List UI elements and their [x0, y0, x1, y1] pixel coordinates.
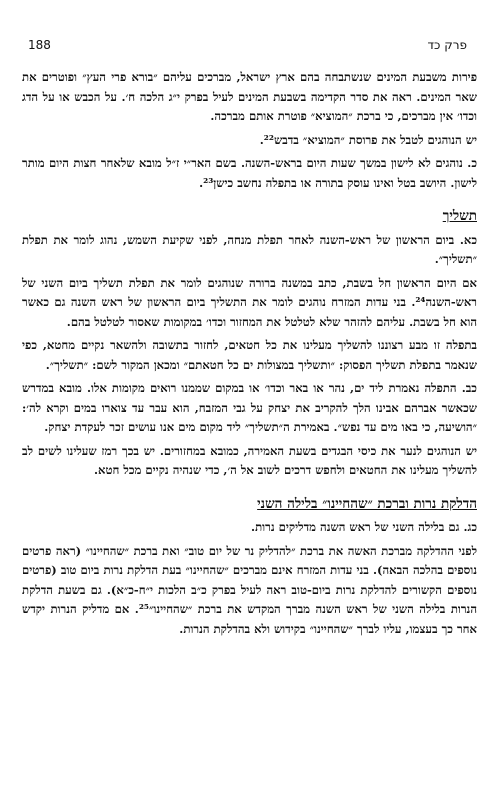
paragraph-text: ביום הראשון של ראש-השנה לאחר תפלת מנחה, לפני שקיעת השמש, נהוג לומר את תפלת ״תשליך״. [22, 232, 477, 266]
section-title-tashlich: תשליך [442, 208, 477, 224]
page-number: 188 [28, 38, 51, 52]
paragraph-text: גם בלילה השני של ראש השנה מדליקים נרות. [251, 520, 460, 534]
paragraph-candles-1 [22, 518, 477, 538]
paragraph-number: כא. [459, 232, 477, 247]
paragraph-text: נוהגים לא לישון במשך שעות היום בראש-השנה. בשם האר״י ז״ל מובא שלאחר חצות היום מותר לישון. היושב בטל ואינו עוסק בתורה או בתפלה נחשב כישן²³. [22, 156, 477, 190]
paragraph-tashlich-4 [22, 379, 477, 438]
chapter-label: פרק כד [427, 38, 467, 52]
paragraph-honey: יש הנוהגים לטבל את פרוסת ״המוציא״ בדבש²². [259, 132, 477, 147]
paragraph-tashlich-3: בתפלה זו מבע רצוננו להשליך מעלינו את כל חטאים, לחזור בתשובה ולהשאר נקיים מחטא, כפי שנאמר בתפלת תשליך הפסוק: ״ותשליך במצולות ים כל חטאתם״ ומכאן המקור לשם: ״תשליך״. [22, 338, 477, 372]
paragraph-number: כ. [467, 156, 477, 170]
section-title-candles: הדלקת נרות וברכת ״שהחיינו״ בלילה השני [257, 495, 477, 512]
paragraph-candles-2: לפני ההדלקה מברכת האשה את ברכת ״להדליק נר של יום טוב״ ואת ברכת ״שהחיינו״ (ראה פרטים נוספים בהלכה הבאה). בני עדות המזרח אינם מברכים ״שהחיינו״ בעת הדלקת נרות ביום טוב (פרטים נוספים הקשורים להדלקת נרות ביום-טוב ראה לעיל בפרק כ״ב הלכות י״ח-כ״א). גם בשעת הדלקת הנרות בלילה השני של ראש השנה מברך המקדש את ברכת ״שהחיינו״²⁵. אם מדליק הנרות יקדש אחר כך בעצמו, עליו לברך ״שהחיינו״ בקידוש ולא בהדלקת הנרות. [22, 543, 477, 636]
paragraph-number: כב. [461, 381, 477, 395]
paragraph-text: התפלה נאמרת ליד ים, נהר או באר וכדו׳ או במקום שממנו רואים מקומות אלו. מובא במדרש שכאשר אברהם אבינו הלך להקריב את יצחק על גבי המזבח, הוא עבר עד צוארו במים וקרא לה׳: ״הושיעה, כי באו מים עד נפש״. באמירת ה״תשליך״ ליד מקום מים אנו עושים זכר לעקדת יצחק. [22, 381, 477, 434]
paragraph-tashlich-5: יש הנוהגים לנער את כיסי הבגדים בשעת האמירה, כמובא במחזורים. יש בכך רמז שעלינו לשים לב להשליך מעלינו את החטאים ולחפש דרכים לשוב אל ה׳, כדי שנהיה נקיים מכל חטא. [22, 443, 477, 477]
paragraph-tashlich-1 [22, 231, 477, 270]
page-body [22, 68, 477, 800]
paragraph-sleep [22, 154, 477, 193]
paragraph-tashlich-2: אם היום הראשון חל בשבת, כתב במשנה ברורה שנוהגים לומר את תפלת תשליך ביום השני של ראש-השנה²⁴. בני עדות המזרח נוהגים לומר את התשליך ביום הראשון של ראש השנה גם כאשר הוא חל בשבת. עליהם להזהר שלא לטלטל את המחזור וכדו׳ במקומות שאסור לטלטל בהם. [22, 275, 477, 329]
paragraph-fruits: פירות משבעת המינים שנשתבחה בהם ארץ ישראל, מברכים עליהם ״בורא פרי העץ״ ופוטרים את שאר המינים. ראה את סדר הקדימה בשבעת המינים לעיל בפרק י״ג הלכה ח׳. על הכבש או על הדג וכדו׳ אין מברכים, כי ברכת ״המוציא״ פוטרת אותם מברכה. [22, 70, 477, 123]
paragraph-number: כג. [463, 520, 477, 534]
page-header [26, 38, 473, 58]
